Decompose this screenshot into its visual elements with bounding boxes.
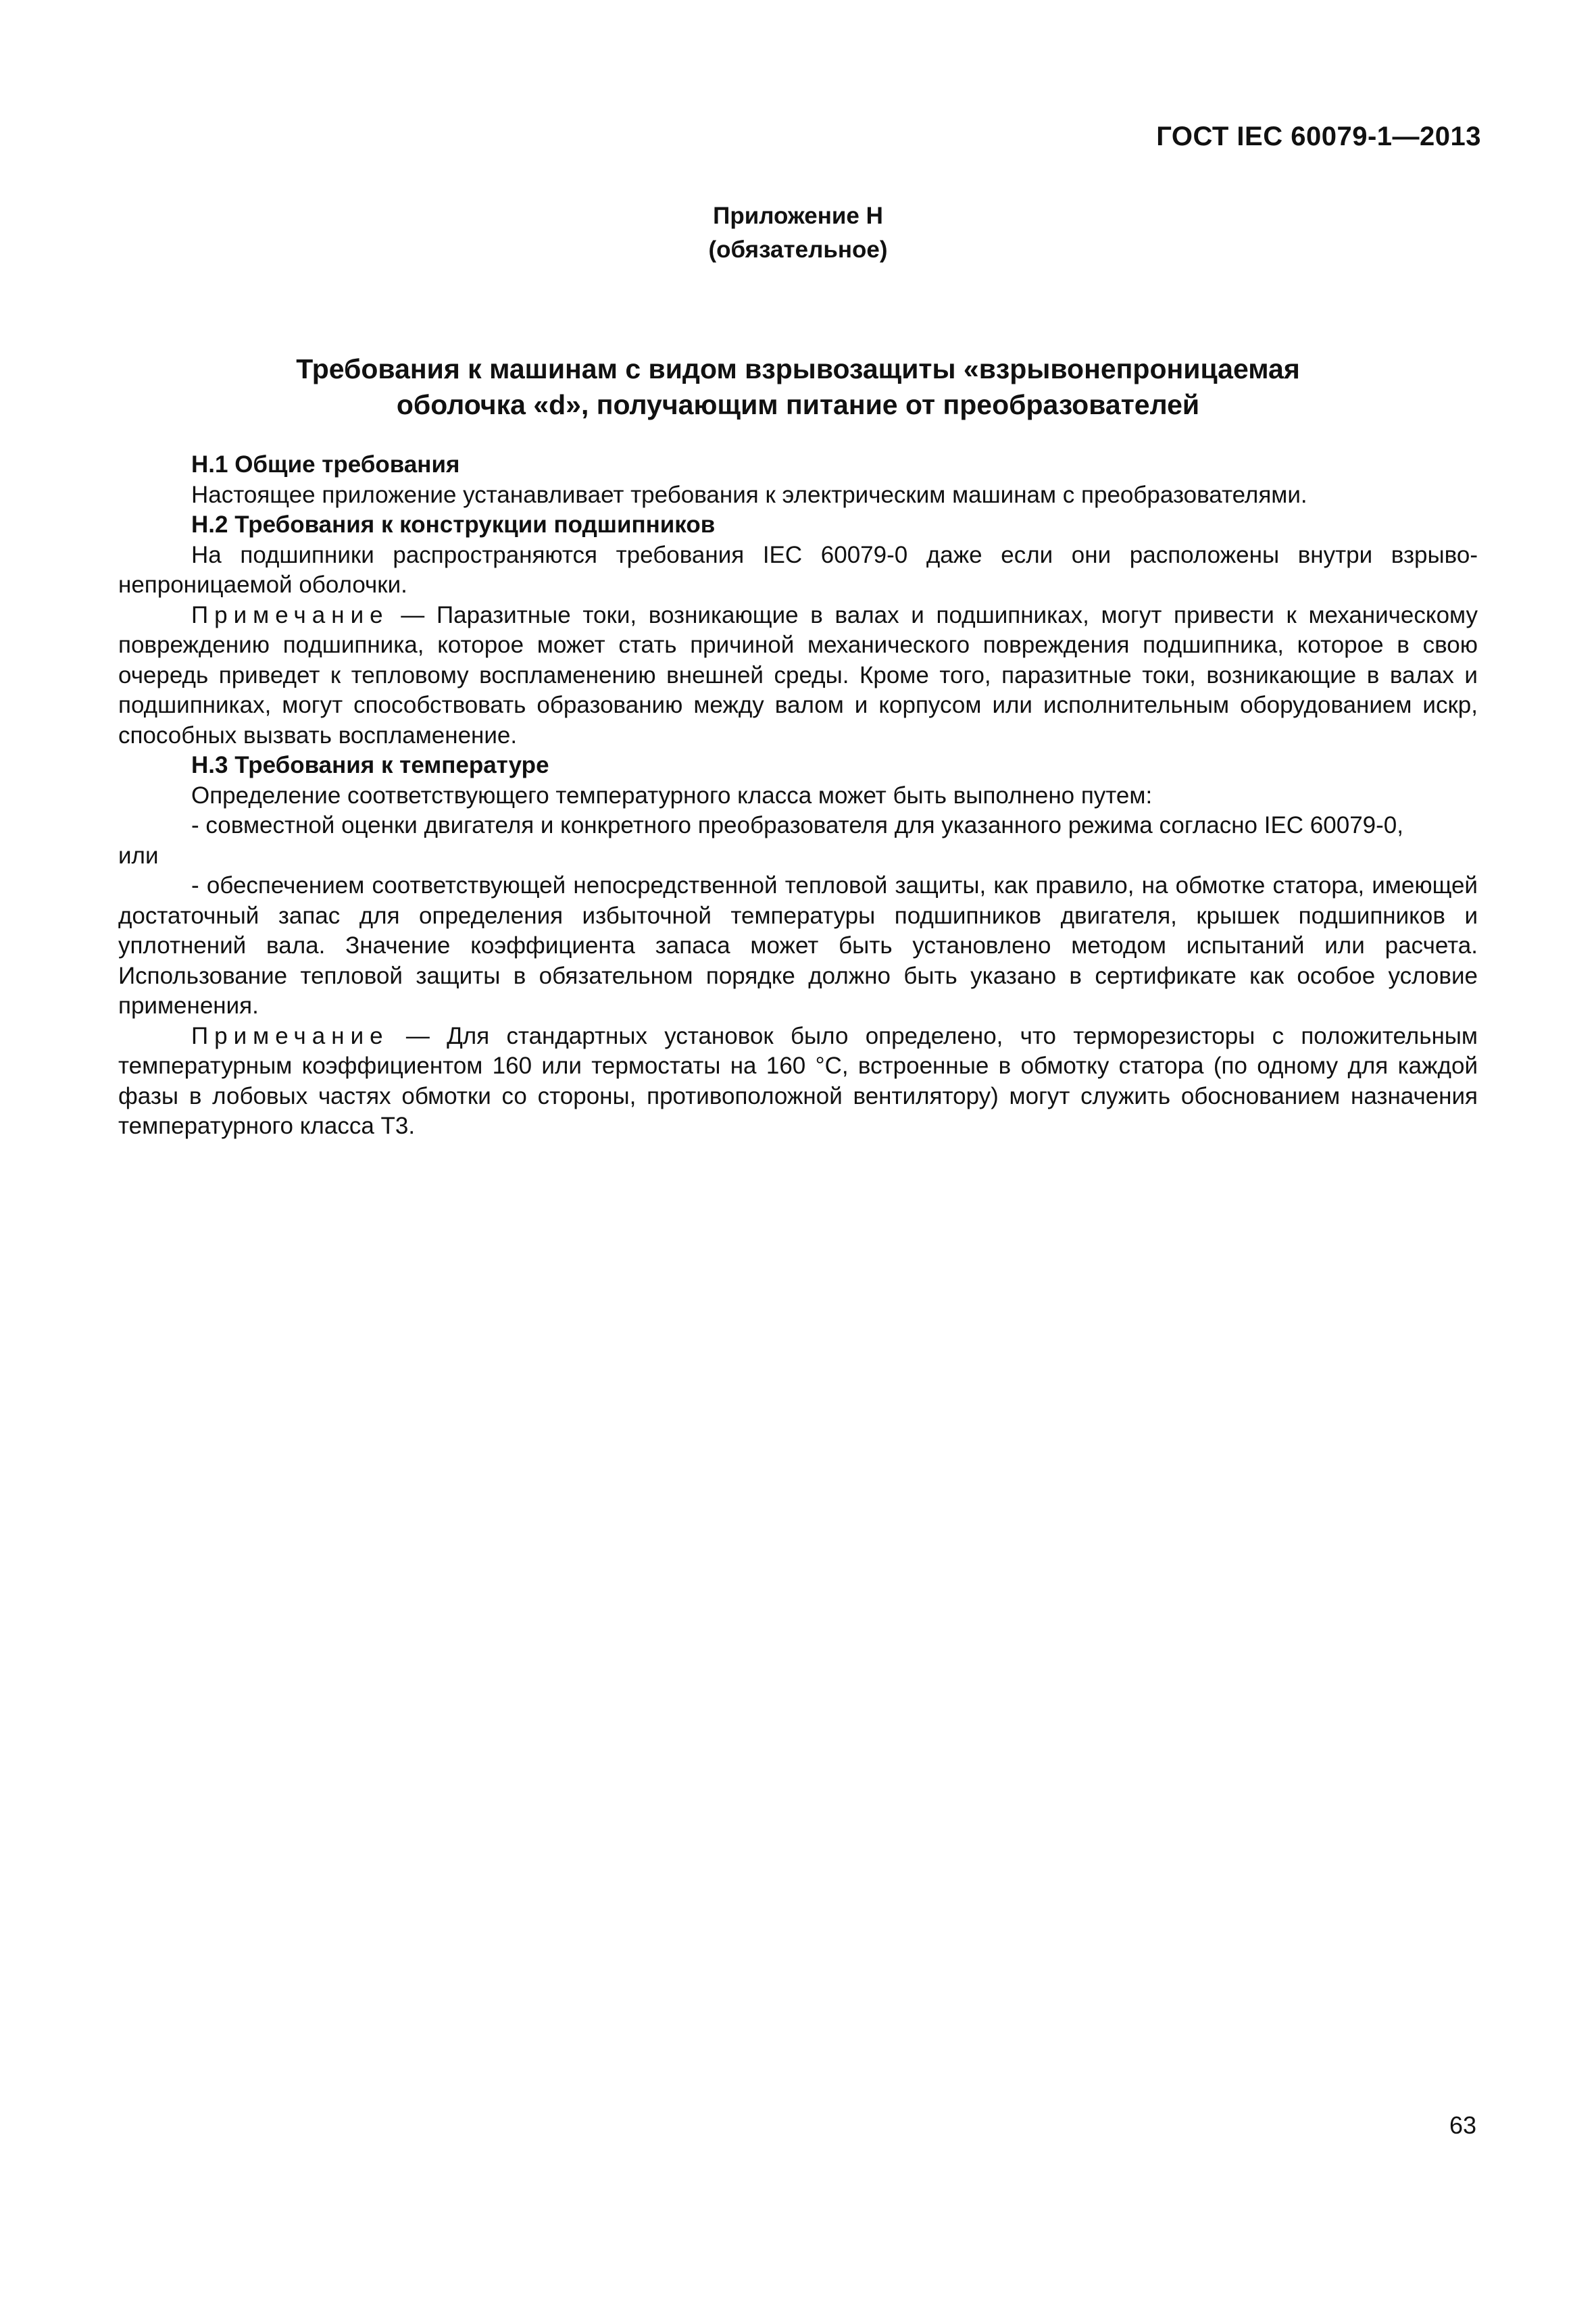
section-h3-note <box>118 1022 1478 1142</box>
appendix-heading <box>0 199 1596 267</box>
appendix-title-line-1: Требования к машинам с видом взрывозащиты «взрывонепроницаемая <box>296 353 1300 384</box>
section-h3-item-2: - обеспечением соответствующей непосредственной тепловой защиты, как правило, на обмотке статора, имеющей достаточный запас для определения избыточной температуры подшипников двигателя, крышек подшипников и уплотнений вала. Значение коэффициента запаса может быть установлено методом испытаний или расчета. Использование тепловой защиты в обязательном порядке должно быть указано в сертификате как особое условие применения. <box>118 872 1478 1019</box>
note-label: Примечание <box>191 1022 389 1049</box>
section-h2-heading: Н.2 Требования к конструкции подшипников <box>191 511 716 538</box>
page-number: 63 <box>1449 2111 1476 2139</box>
section-h3-item-1-tail: или <box>118 842 159 869</box>
appendix-title-line-2: оболочка «d», получающим питание от преобразователей <box>396 389 1200 420</box>
appendix-status: (обязательное) <box>708 236 888 263</box>
note-text: — Паразитные токи, возникающие в валах и подшипниках, могут привести к механическому повреждению подшипника, которое может стать причиной механического повреждения подшипника, которое в свою очередь приведет к тепловому воспламенению внешней среды. Кроме того, паразитные токи, возникающие в валах и подшипниках, могут способствовать образованию между валом и корпусом или исполнительным оборудованием искр, способных вызвать воспламенение. <box>118 601 1478 749</box>
document-body <box>118 450 1478 1142</box>
document-code: ГОСТ IEC 60079-1—2013 <box>1156 122 1481 151</box>
section-h2-text: На подшипники распространяются требования IEC 60079-0 даже если они расположены внутри взрывонепроницаемой оболочки. <box>118 541 1478 598</box>
note-label: Примечание <box>191 601 389 628</box>
section-h2-note <box>118 601 1478 751</box>
section-h1-heading: Н.1 Общие требования <box>191 451 460 478</box>
appendix-title <box>0 351 1596 423</box>
section-h3-item-1: - совместной оценки двигателя и конкретного преобразователя для указанного режима согласно IEC 60079-0, <box>191 812 1403 838</box>
section-h3-intro: Определение соответствующего температурного класса может быть выполнено путем: <box>191 782 1153 809</box>
section-h1-text: Настоящее приложение устанавливает требования к электрическим машинам с преобразователями. <box>191 481 1307 508</box>
appendix-name: Приложение Н <box>713 203 883 229</box>
note-text: — Для стандартных установок было определено, что терморезисторы с положительным температурным коэффициентом 160 или термостаты на 160 °С, встроенные в обмотку статора (по одному для каждой фазы в лобовых частях обмотки со стороны, противоположной вентилятору) могут служить обоснованием назначения температурного класса Т3. <box>118 1022 1478 1139</box>
section-h3-heading: Н.3 Требования к температуре <box>191 752 549 778</box>
